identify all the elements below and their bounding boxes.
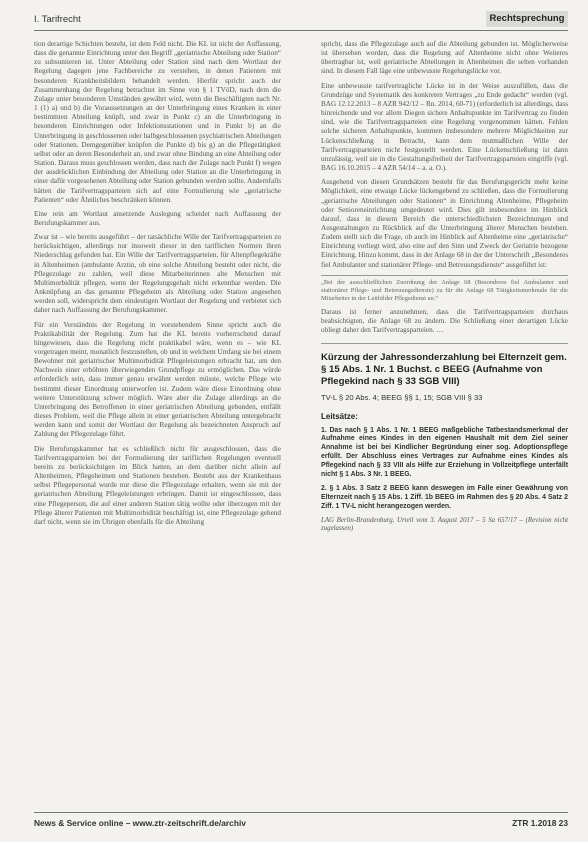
paragraph: Für ein Verständnis der Regelung in vorstehendem Sinne spricht auch die Praktikabilität der Regelung. Zum hat die KL bereits vorherrschend darauf hingewiesen, dass die Regelung nicht praktikabel wäre, wenn es – wie KL vorgetragen meint, monatlich festzustellen, ob und in welchem Umfang sie bei einem Bewohner mit geriatrischer Multimorbidität Pflegeleistungen erbracht hat, um den Nachweis einer erhöhten überwiegenden Grundpflege zu ermöglichen. Das würde erforderlich sein, dass immer genau erwähnt werden müsste, welche Pflege wie bestimmt dieser Einordnung unterworfen ist. Zudem wäre diese Einordnung ohne weitere Unterstützung schwer möglich. Wäre aber die Zulage allerdings an die Unterbringung des Betroffenen in einer geriatrischen Abteilung gebunden, entfällt dieses Problem, weil die Pflege allein in einer geriatrischen Abteilung untergebracht werden kann und somit der Wortlaut der Regelung als bezeichneten Anspruch auf Zahlung der Pflegezulage führt.	[34, 320, 281, 439]
running-head-section: I. Tarifrecht	[34, 14, 81, 25]
right-column	[321, 40, 568, 539]
footer-archive-link: News & Service online – www.ztr-zeitschrift.de/archiv	[34, 818, 246, 828]
footer-issue-page: ZTR 1.2018 23	[512, 818, 568, 828]
decision-source: LAG Berlin-Brandenburg, Urteil vom 3. August 2017 – 5 Sa 657/17 – (Revision nicht zugelassen)	[321, 516, 568, 533]
quoted-note: „Bei der ausschließlichen Zuordnung der Anlage 68 (Besonderes fiel Ambulanter und stationärer Pflege- und Betreuungsdienste) zu für die Anlage 68 Tätigkeitsmerkmale für die Mitarbeiter in der Leitbilder Pflegedienst an.“	[321, 275, 568, 303]
leitsaetze-heading: Leitsätze:	[321, 412, 358, 422]
section-divider	[321, 343, 568, 344]
paragraph: Die Berufungskammer hat es schließlich nicht für ausgeschlossen, dass die Tarifvertragsparteien bei der Formulierung der tariflichen Regelungen eventuell bereits zu berücksichtigen im Blick hatten, an dem darüber nicht allein auf Altenheimen, Pflegeheimen und Stationen bestehen. Besteht aus der Krankenhaus selbst Pflegepersonal wurde nur diese die Pflegezulage erhalten, wenn sie mit der geriatrischen Abteilung Pflegeleistungen erbringen. Damit ist eingeschlossen, dass eine Pflegeperson, die auf einer anderen Station tätig wollte oder überzogen mit der Pflege älterer Patienten mit Multimorbidität beschäftigt ist, eine Pflegezulage gehend darf nicht, wenn sie im Übrigen ebenfalls für die Abteilung	[34, 444, 281, 526]
paragraph: Zwar ist – wie bereits ausgeführt – der tatsächliche Wille der Tarifvertragsparteien zu berücksichtigen, allerdings nur insoweit dieser in den tariflichen Normen ihren Niederschlag gefunden hat. Ein Wille der Tarifvertragsparteien, für Altenpflegekräfte in Altenheimen (ambulante Arztin, ob eine solche Abteilung besteht oder nicht, die Pflegezulage zu zahlen, weil diese Mitarbeiterinnen alte Menschen mit Multimorbidität pflegen, wenn der Regelungsgehalt nicht erkennbar werden. Die Anknüpfung an das genannte Pflegeheim als Abteilung oder Station angesehen werden soll, widerspricht dem eindeutigen Wortlaut der Regelung und verbietet sich daher nach Auffassung der Berufungskammer.	[34, 233, 281, 315]
left-column	[34, 40, 281, 532]
header-rule	[34, 30, 568, 31]
footer-rule	[34, 812, 568, 813]
paragraph: Eine unbewusste tarifvertragliche Lücke ist in der Weise auszufüllen, dass die Grundzüge und Systematik des konkreten Vertrages „zu Ende gedacht“ werden (vgl. BAG 12.12.2013 – 8 AZR 942/12 – Rn. 2014, 60-71) (erforderlich ist allerdings, dass hinreichende und vor allem Diegen sichere Anhaltspunkte im Tarifvertrag zu finden sind, wie die Tarifvertragsparteien eine Regelung vorgenommen hätten. Fehlen solche sicheren Anhaltspunkte, kommen insbesondere mehrere Möglichkeiten zur Lückenschließung in Betracht, kann dem mutmaßlichen Wille der Tarifvertragsparteien nicht festgestellt werden. Eine Lückenschließung ist dann unzulässig, weil sie in die Gestaltungsfreiheit der Tarifvertragsparteien eingriffe (vgl. BAG 16.10.2015 – 4 AZR 54/14 – a. a. O.).	[321, 81, 568, 173]
section-title: Kürzung der Jahressonderzahlung bei Elternzeit gem. § 15 Abs. 1 Nr. 1 Buchst. c BEEG (Aufnahme von Pflegekind nach § 33 SGB VIII)	[321, 352, 567, 388]
paragraph: spricht, dass die Pflegezulage auch auf die Abteilung gebunden ist. Möglicherweise ist übersehen worden, dass die Regelung auf Altenheime nicht ohne Weiteres übertragbar ist, weil geriatrische Abteilungen in Altenheimen die selten vorhanden sind. In diesem Fall läge eine unbewusste Regelungslücke vor.	[321, 40, 568, 76]
leitsatz-1: 1. Das nach § 1 Abs. 1 Nr. 1 BEEG maßgebliche Tatbestandsmerkmal der Aufnahme eines Kindes in den eigenen Haushalt mit dem Ziel seiner Annahme ist bei bei Kindlicher Begründung einer sog. Adoptionspflege erfüllt. Der Abschluss eines Vertrages zur Aufnahme eines Kindes als Pflegekind nach § 33 VIII als Hilfe zur Erziehung in Vollzeitpflege unterfällt nicht § 1 Abs. 3 Nr. 1 BEEG.	[321, 426, 568, 479]
paragraph: Eine rein am Wortlaut ansetzende Auslegung scheidet nach Auffassung der Berufungskammer aus.	[34, 209, 281, 227]
paragraph: Daraus ist ferner anzunehmen, dass die Tarifvertragsparteien durchaus beabsichtigten, die Anlage 68 zu ändern. Die Schließung einer derartigen Lücke obliegt daher den Tarifvertragsparteien. …	[321, 307, 568, 335]
section-badge: Rechtsprechung	[486, 11, 568, 27]
paragraph: Ausgehend von diesen Grundsätzen besteht für das Berufungsgericht mehr keine Möglichkeit, eine etwaige Lücke lückengebend zu schließen, dass die Formulierung „geriatrische Abteilungen oder Stationen“ in Einrichtung Altenheime, Pflegeheim oder Senioreneinrichtung umgedeutet wird. Dies gilt insbesondere im Hinblick darauf, dass in diesem Bereich die unterschiedlichsten Bezeichnungen und Ausgestaltungen zu Rückblick auf die Unterbringung älterer Menschen bestehen. Zudem stellt sich die Frage, ob auch im Hinblick auf Altenheime eine „geriatrische“ Einrichtung vorliegt wird, also eine auf den Sinn und Zweck der Geriatrie bezogene Einrichtung. Hinzu kommt, dass in der Anlage 68 in der der Unterschrift „Besonderes fiel Ambulanter und stationärer Pflege- und Betreuungsdienste“ ausgeführt ist:	[321, 178, 568, 269]
statute-references: TV-L § 20 Abs. 4; BEEG §§ 1, 15; SGB VIII § 33	[321, 393, 483, 403]
leitsatz-2: 2. § 1 Abs. 3 Satz 2 BEEG kann deswegen im Falle einer Gewährung von Elternzeit nach § 15 Abs. 1 Ziff. 1b BEEG im Rahmen des § 20 Abs. 4 Satz 2 Ziff. 1 TV-L nicht herangezogen werden.	[321, 484, 568, 510]
paragraph: tion derartige Schichten besteht, ist dem Feld nicht. Die KL ist nicht der Auffassung, dass die genannte Einrichtung unter den Begriff „geriatrische Abteilung oder Station“ zu subsumieren ist. Unter Abteilung oder Station sind nach dem Wortlaut der Regelung dagegen jene Fachbereiche zu verstehen, in denen Patienten mit besonderen Krankheitsbildern behandelt werden. Hierfür spricht auch der Zusammenhang der Regelung betrachtet im Sinne von § 1 TVöD, nach dem die Zulage unter besonderen Umständen gewährt wird, wenn die Beschäftigten nach Nr. 1 (1) a) und b) die Voraussetzungen an der Unterbringung eines Kranken in einer bestimmten Abteilung knüpft, und zwar in Punkt c) an die Unterbringung in besonderen Einrichtungen oder Infektionsstationen und in Punkt b) an die Unterbringung in geschlossenen oder halbgeschlossenen psychiatrischen Abteilungen oder Stationen. Demgegenüber knüpfen die Punkte d) bis g) an die Pflegetätigkeit selbst oder an deren Besonderheit an, und zwar ohne Bindung an eine Abteilung oder Station. Daraus muss geschlossen werden, dass nach der Zulage nach Punkt f) wegen der ausdrücklichen Einbindung der Abteilung oder Station an die Unterbringung in einer dafür vorgesehenen Abteilung oder Station gebunden werden sollte. Andernfalls hätten die Tarifvertragsparteien sich auf eine Formulierung wie „geriatrische Patienten“ oder Ähnliches beschränken können.	[34, 40, 281, 204]
